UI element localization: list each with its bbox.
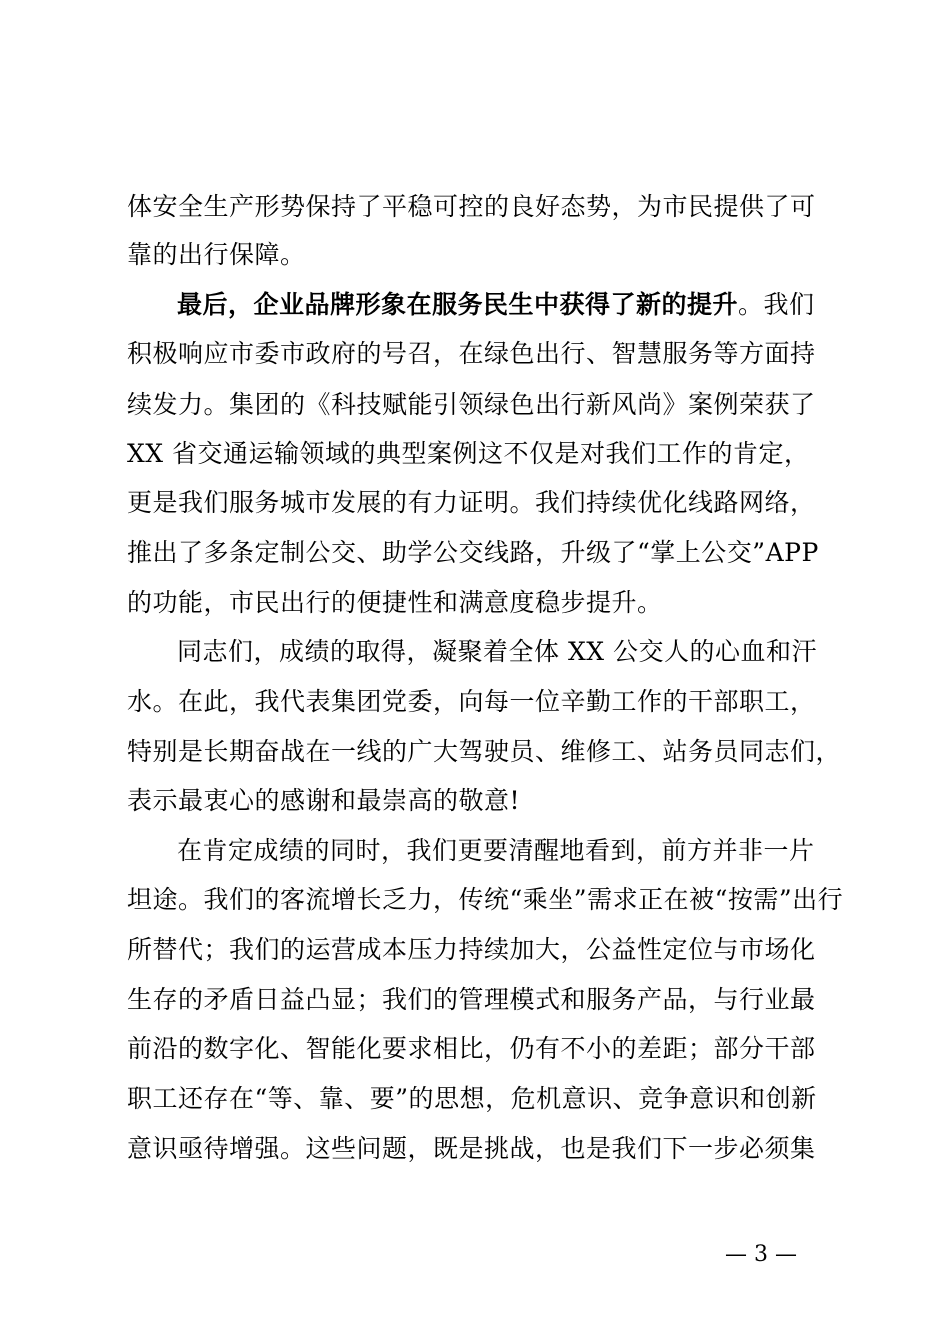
paragraph-line: 同志们，成绩的取得，凝聚着全体 XX 公交人的心血和汗 bbox=[177, 637, 817, 666]
paragraph-line: 续发力。集团的《科技赋能引领绿色出行新风尚》案例荣获了 bbox=[127, 390, 816, 419]
bold-heading: 最后，企业品牌形象在服务民生中获得了新的提升 bbox=[177, 290, 739, 319]
paragraph-line: 意识亟待增强。这些问题，既是挑战，也是我们下一步必须集 bbox=[127, 1134, 816, 1163]
paragraph-line: 更是我们服务城市发展的有力证明。我们持续优化线路网络， bbox=[127, 488, 816, 517]
paragraph-line: 积极响应市委市政府的号召，在绿色出行、智慧服务等方面持 bbox=[127, 339, 816, 368]
paragraph-line: 水。在此，我代表集团党委，向每一位辛勤工作的干部职工， bbox=[127, 687, 816, 716]
paragraph-line: 特别是长期奋战在一线的广大驾驶员、维修工、站务员同志们， bbox=[127, 737, 842, 766]
paragraph-line: 表示最衷心的感谢和最崇高的敬意! bbox=[127, 786, 521, 815]
paragraph-line: 推出了多条定制公交、助学公交线路，升级了“掌上公交”APP bbox=[127, 538, 819, 567]
paragraph-text: 。我们 bbox=[738, 290, 815, 319]
paragraph-line: 坦途。我们的客流增长乏力，传统“乘坐”需求正在被“按需”出行 bbox=[127, 885, 844, 914]
paragraph-line: 前沿的数字化、智能化要求相比，仍有不小的差距；部分干部 bbox=[127, 1034, 816, 1063]
paragraph-line: 生存的矛盾日益凸显；我们的管理模式和服务产品，与行业最 bbox=[127, 985, 816, 1014]
paragraph-line: 的功能，市民出行的便捷性和满意度稳步提升。 bbox=[127, 588, 663, 617]
paragraph-line: 体安全生产形势保持了平稳可控的良好态势，为市民提供了可 bbox=[127, 192, 816, 221]
paragraph-line: 靠的出行保障。 bbox=[127, 240, 306, 269]
paragraph-line-with-heading bbox=[177, 290, 815, 320]
paragraph-line: 职工还存在“等、靠、要”的思想，危机意识、竞争意识和创新 bbox=[127, 1084, 817, 1113]
paragraph-line: XX 省交通运输领域的典型案例这不仅是对我们工作的肯定， bbox=[127, 439, 810, 468]
paragraph-line: 所替代；我们的运营成本压力持续加大，公益性定位与市场化 bbox=[127, 935, 816, 964]
page-number: — 3 — bbox=[725, 1242, 797, 1267]
paragraph-line: 在肯定成绩的同时，我们更要清醒地看到，前方并非一片 bbox=[177, 836, 815, 865]
